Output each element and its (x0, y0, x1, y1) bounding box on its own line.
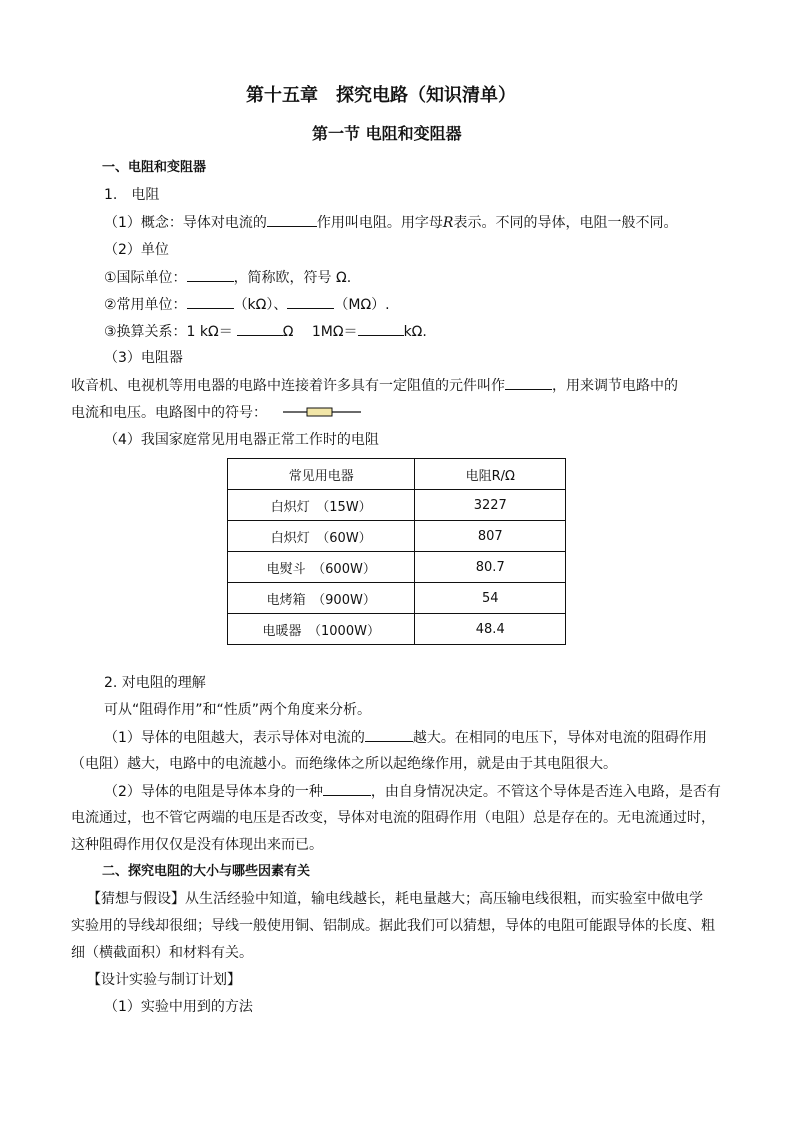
table-header-row (228, 459, 566, 490)
table-heading: （4）我国家庭常见用电器正常工作时的电阻 (104, 432, 379, 448)
resistance-table (227, 458, 566, 645)
conversion-text-b: Ω 1MΩ＝ (282, 324, 358, 340)
resistor-symbol-icon (283, 405, 361, 419)
hypothesis-line-2: 实验用的导线却很细；导线一般使用铜、铝制成。据此我们可以猜想，导体的电阻可能跟导体的长度、粗 (71, 918, 715, 934)
part2-heading: 2. 对电阻的理解 (104, 675, 206, 691)
rheostat-text-a: 收音机、电视机等用电器的电路中连接着许多具有一定阻值的元件叫作 (71, 378, 505, 394)
table-cell-appliance: 电烤箱 （900W） (228, 583, 415, 614)
method-heading: （1）实验中用到的方法 (104, 999, 253, 1015)
table-cell-appliance: 白炽灯 （15W） (228, 490, 415, 521)
table-row (228, 583, 566, 614)
fill-blank[interactable] (505, 375, 552, 390)
part1-heading: 一、电阻和变阻器 (102, 160, 207, 175)
table-row (228, 614, 566, 645)
si-unit-text-b: ，简称欧，符号 Ω. (233, 270, 352, 286)
table-cell-resistance: 807 (415, 521, 566, 552)
understanding-1-text-b: 越大。在相同的电压下，导体对电流的阻碍作用 (412, 730, 707, 746)
conversion-line (104, 321, 427, 342)
table-header-resistance: 电阻R/Ω (415, 459, 566, 490)
part2-intro: 可从“阻碍作用”和“性质”两个角度来分析。 (104, 702, 372, 718)
understanding-2-text-a: （2）导体的电阻是导体本身的一种 (104, 784, 323, 800)
table-cell-resistance: 48.4 (415, 614, 566, 645)
table-row (228, 490, 566, 521)
table-row (228, 521, 566, 552)
common-unit-text-c: （MΩ）. (334, 297, 390, 313)
section-title: 第一节 电阻和变阻器 (312, 124, 462, 143)
conversion-text-c: kΩ. (403, 324, 427, 340)
rheostat-text-b: ，用来调节电路中的 (552, 378, 678, 394)
fill-blank[interactable] (187, 267, 234, 282)
fill-blank[interactable] (323, 781, 371, 796)
chapter-title: 第十五章 探究电路（知识清单） (246, 85, 516, 106)
understanding-2-line-1 (104, 781, 721, 802)
concept-line (104, 212, 677, 233)
understanding-2-line-3: 这种阻碍作用仅仅是没有体现出来而已。 (71, 837, 323, 853)
rheostat-line-1 (71, 375, 678, 396)
unit-heading: （2）单位 (104, 242, 169, 258)
concept-text-b: 作用叫电阻。用字母 (316, 215, 443, 231)
fill-blank[interactable] (287, 294, 334, 309)
table-cell-resistance: 3227 (415, 490, 566, 521)
table-header-appliance: 常见用电器 (228, 459, 415, 490)
resistance-symbol: R (442, 215, 454, 231)
concept-text-a: （1）概念：导体对电流的 (104, 215, 267, 231)
si-unit-line (104, 267, 351, 288)
understanding-1-line-2: （电阻）越大，电路中的电流越小。而绝缘体之所以起绝缘作用，就是由于其电阻很大。 (71, 756, 617, 772)
common-unit-line (104, 294, 390, 315)
understanding-1-line-1 (104, 727, 707, 748)
table-cell-resistance: 54 (415, 583, 566, 614)
hypothesis-line-1: 【猜想与假设】从生活经验中知道，输电线越长，耗电量越大；高压输电线很粗，而实验室中做电学 (87, 891, 703, 907)
design-heading: 【设计实验与制订计划】 (87, 972, 241, 988)
fill-blank[interactable] (358, 321, 404, 336)
understanding-1-text-a: （1）导体的电阻越大，表示导体对电流的 (104, 730, 365, 746)
si-unit-text-a: ①国际单位： (104, 270, 187, 286)
understanding-2-text-b: ，由自身情况决定。不管这个导体是否连入电路，是否有 (370, 784, 721, 800)
part3-heading: 二、探究电阻的大小与哪些因素有关 (102, 864, 311, 879)
rheostat-line-2: 电流和电压。电路图中的符号： (71, 405, 267, 421)
hypothesis-line-3: 细（横截面积）和材料有关。 (71, 945, 253, 961)
table-cell-resistance: 80.7 (415, 552, 566, 583)
item1-heading: 1. 电阻 (104, 187, 160, 203)
fill-blank[interactable] (187, 294, 234, 309)
table-cell-appliance: 白炽灯 （60W） (228, 521, 415, 552)
common-unit-text-a: ②常用单位： (104, 297, 187, 313)
common-unit-text-b: （kΩ）、 (233, 297, 288, 313)
table-cell-appliance: 电熨斗 （600W） (228, 552, 415, 583)
concept-text-c: 表示。不同的导体，电阻一般不同。 (453, 215, 678, 231)
rheostat-heading: （3）电阻器 (104, 350, 183, 366)
table-cell-appliance: 电暖器 （1000W） (228, 614, 415, 645)
fill-blank[interactable] (365, 727, 413, 742)
conversion-text-a: ③换算关系：1 kΩ＝ (104, 324, 233, 340)
table-row (228, 552, 566, 583)
fill-blank[interactable] (237, 321, 283, 336)
understanding-2-line-2: 电流通过，也不管它两端的电压是否改变，导体对电流的阻碍作用（电阻）总是存在的。无电流通过时， (71, 810, 715, 826)
fill-blank[interactable] (267, 212, 317, 227)
